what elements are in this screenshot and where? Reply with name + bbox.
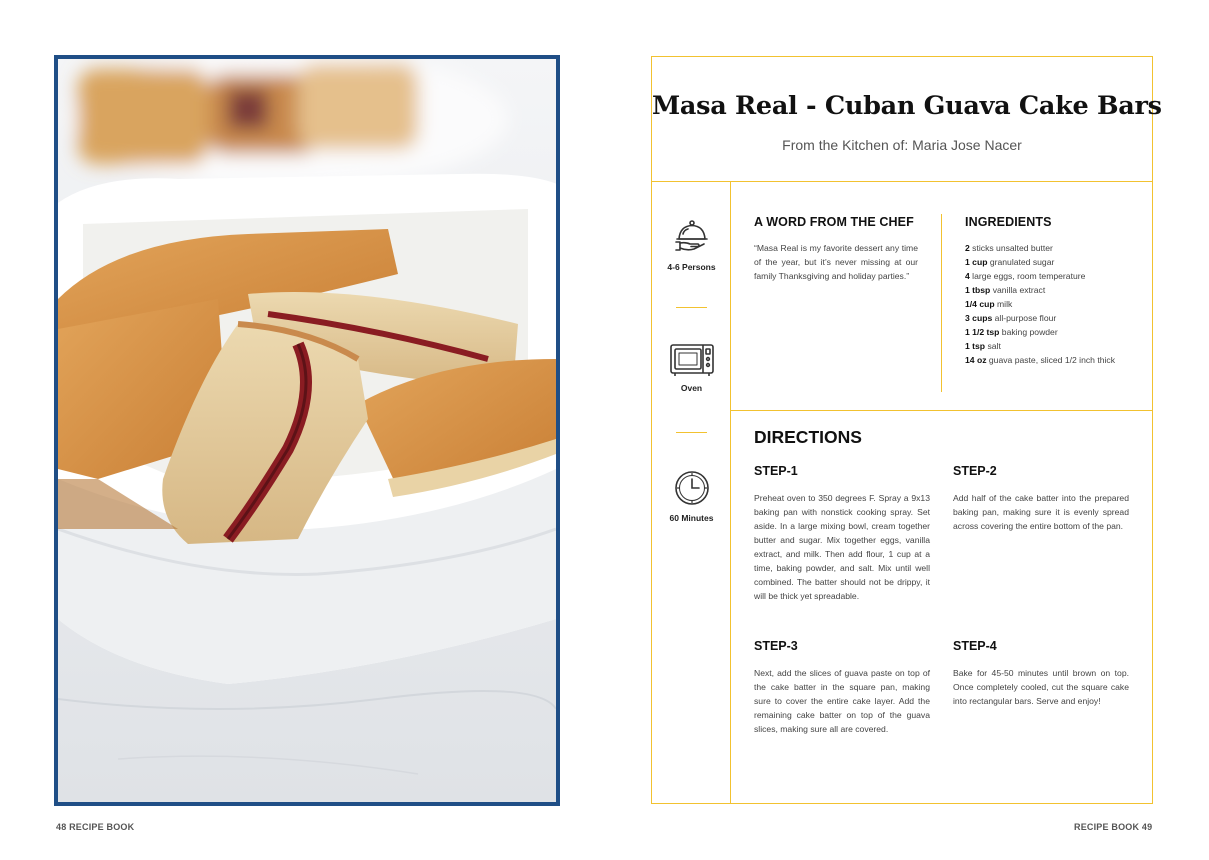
step-label: STEP-3 <box>754 639 798 653</box>
recipe-header <box>652 57 1162 182</box>
ingredient-item <box>965 241 1150 255</box>
appliance-info <box>652 342 731 393</box>
time-info <box>652 468 731 523</box>
ingredient-name: salt <box>987 341 1001 351</box>
chef-note-section <box>754 215 918 283</box>
servings-label: 4-6 Persons <box>667 262 716 272</box>
step-label: STEP-2 <box>953 464 997 478</box>
ingredient-name: baking powder <box>1001 327 1058 337</box>
page-footer-right: RECIPE BOOK 49 <box>1074 822 1153 832</box>
ingredient-item <box>965 353 1150 367</box>
chef-note-heading: A WORD FROM THE CHEF <box>754 215 914 229</box>
section-divider <box>731 410 1152 411</box>
step-text: Bake for 45-50 minutes until brown on top. Once completely cooled, cut the square cake into rectangular bars. Serve and enjoy! <box>953 668 1129 706</box>
step-text: Preheat oven to 350 degrees F. Spray a 9x13 baking pan with nonstick cooking spray. Set aside. In a large mixing bowl, cream together butter and sugar. Mix together eggs, vanilla extract, and milk. Then add flour, 1 cup at a time, baking powder, and salt. Mix until well combined. The batter should not be drippy, it will be thick yet spreadable. <box>754 493 930 601</box>
recipe-card <box>651 56 1162 804</box>
directions-heading: DIRECTIONS <box>754 427 862 447</box>
chef-note-text: “Masa Real is my favorite dessert any time of the year, but it’s never missing at our family Thanksgiving and holiday parties.” <box>754 243 918 281</box>
ingredient-qty: 1/4 cup <box>965 299 995 309</box>
section-divider <box>941 214 942 392</box>
direction-step <box>953 639 1129 708</box>
ingredient-qty: 14 oz <box>965 355 987 365</box>
step-text: Next, add the slices of guava paste on top of the cake batter in the square pan, making sure to cover the entire cake layer. Add the remaining cake batter on top of the guava slices, making sure all are covered. <box>754 668 930 734</box>
ingredient-item <box>965 269 1150 283</box>
step-label: STEP-4 <box>953 639 997 653</box>
direction-step <box>953 464 1129 533</box>
ingredient-qty: 2 <box>965 243 970 253</box>
appliance-label: Oven <box>680 383 703 393</box>
ingredient-name: vanilla extract <box>992 285 1046 295</box>
ingredient-name: milk <box>997 299 1013 309</box>
ingredient-qty: 4 <box>965 271 970 281</box>
ingredient-name: large eggs, room temperature <box>972 271 1086 281</box>
ingredient-item <box>965 297 1150 311</box>
ingredients-list <box>965 241 1150 367</box>
ingredient-item <box>965 255 1150 269</box>
recipe-title: Masa Real - Cuban Guava Cake Bars <box>652 91 1162 121</box>
ingredient-item <box>965 325 1150 339</box>
ingredient-name: all-purpose flour <box>994 313 1057 323</box>
guava-cake-bars-image <box>58 59 556 802</box>
direction-step <box>754 639 930 736</box>
ingredient-name: sticks unsalted butter <box>972 243 1053 253</box>
ingredient-name: granulated sugar <box>989 257 1055 267</box>
ingredient-name: guava paste, sliced 1/2 inch thick <box>988 355 1116 365</box>
ingredient-qty: 1 1/2 tsp <box>965 327 1000 337</box>
time-label: 60 Minutes <box>669 513 714 523</box>
ingredient-qty: 1 tsp <box>965 341 986 351</box>
direction-step <box>754 464 930 603</box>
serving-cloche-icon <box>672 217 712 257</box>
ingredient-qty: 1 tbsp <box>965 285 991 295</box>
ingredient-item <box>965 283 1150 297</box>
ingredient-item <box>965 311 1150 325</box>
ingredient-qty: 3 cups <box>965 313 993 323</box>
step-label: STEP-1 <box>754 464 798 478</box>
clock-icon <box>672 468 712 508</box>
recipe-subtitle: From the Kitchen of: Maria Jose Nacer <box>782 137 1022 153</box>
recipe-info-sidebar <box>652 182 731 803</box>
page-footer-left: 48 RECIPE BOOK <box>56 822 135 832</box>
sidebar-divider <box>676 432 707 433</box>
ingredient-item <box>965 339 1150 353</box>
step-text: Add half of the cake batter into the prepared baking pan, making sure it is evenly spread across covering the entire bottom of the pan. <box>953 493 1129 531</box>
ingredients-heading: INGREDIENTS <box>965 215 1052 229</box>
ingredient-qty: 1 cup <box>965 257 988 267</box>
sidebar-divider <box>676 307 707 308</box>
ingredients-section <box>965 215 1150 367</box>
microwave-oven-icon <box>669 342 715 378</box>
recipe-photo <box>54 55 560 806</box>
servings-info <box>652 217 731 272</box>
